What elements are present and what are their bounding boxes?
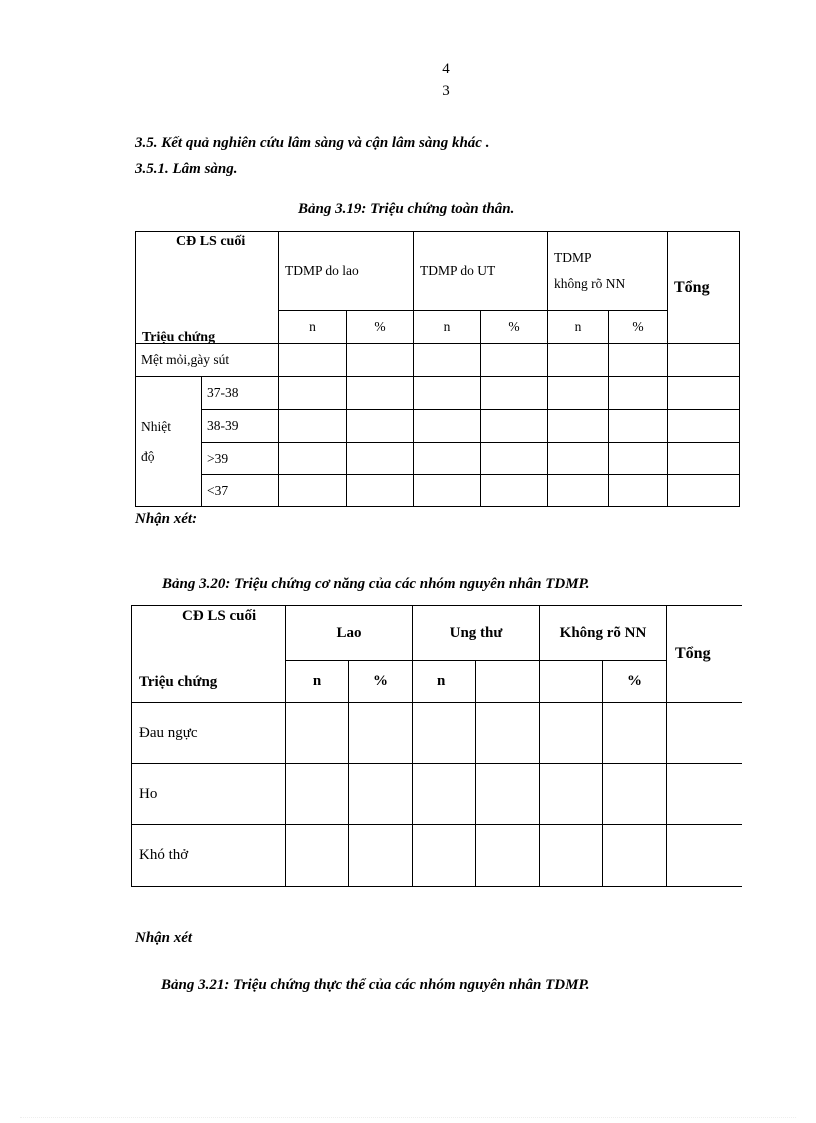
table-3-19 xyxy=(135,231,740,507)
row-label-chest-pain: Đau ngực xyxy=(132,703,286,764)
temperature-label-line2: độ xyxy=(141,448,155,464)
header-n: n xyxy=(548,310,609,343)
temp-range-37-38: 37-38 xyxy=(202,377,279,410)
row-label-cough: Ho xyxy=(132,764,286,825)
corner-header-cell xyxy=(136,232,279,344)
header-n: n xyxy=(286,661,349,703)
table-3-19-caption: Bảng 3.19: Triệu chứng toàn thân. xyxy=(298,201,515,217)
table-3-20 xyxy=(131,605,742,887)
header-pct: % xyxy=(347,310,414,343)
header-tdmp-ut: TDMP do UT xyxy=(414,232,548,311)
header-pct: % xyxy=(609,310,668,343)
header-tdmp-unknown-line2: không rõ NN xyxy=(554,275,626,291)
temperature-label-line1: Nhiệt xyxy=(141,418,171,434)
header-tdmp-unknown xyxy=(548,232,668,311)
header-pct: % xyxy=(349,661,413,703)
header-total: Tổng xyxy=(667,606,742,703)
remark-2: Nhận xét xyxy=(135,930,193,946)
table-3-20-caption: Bảng 3.20: Triệu chứng cơ năng của các nhóm nguyên nhân TDMP. xyxy=(162,576,590,592)
temp-range-over-39: >39 xyxy=(202,443,279,475)
header-ung-thu: Ung thư xyxy=(413,606,540,661)
page-number-line-2: 3 xyxy=(442,83,450,99)
row-label-dyspnea: Khó thở xyxy=(132,825,286,887)
header-n: n xyxy=(413,661,476,703)
header-pct: % xyxy=(603,661,667,703)
corner-header-bottom: Triệu chứng xyxy=(139,674,218,690)
corner-header-top: CĐ LS cuối xyxy=(182,608,257,624)
row-label-fatigue: Mệt mỏi,gày sút xyxy=(136,344,279,377)
corner-header-bottom: Triệu chứng xyxy=(142,330,216,343)
section-heading: 3.5. Kết quả nghiên cứu lâm sàng và cận lâm sàng khác . xyxy=(135,135,490,151)
table-3-21-caption: Bảng 3.21: Triệu chứng thực thể của các nhóm nguyên nhân TDMP. xyxy=(161,977,590,993)
header-total: Tổng xyxy=(668,232,740,344)
corner-header-top: CĐ LS cuối xyxy=(176,234,246,249)
temp-range-38-39: 38-39 xyxy=(202,410,279,443)
header-tdmp-lao: TDMP do lao xyxy=(279,232,414,311)
header-khong-ro-nn: Không rõ NN xyxy=(540,606,667,661)
header-tdmp-unknown-line1: TDMP xyxy=(554,249,592,265)
corner-header-cell xyxy=(132,606,286,703)
subsection-heading: 3.5.1. Lâm sàng. xyxy=(135,161,238,177)
temp-range-under-37: <37 xyxy=(202,475,279,507)
header-lao: Lao xyxy=(286,606,413,661)
header-n: n xyxy=(414,310,481,343)
page-number-line-1: 4 xyxy=(442,61,450,77)
page-bottom-rule xyxy=(20,1117,796,1118)
header-pct: % xyxy=(481,310,548,343)
header-n: n xyxy=(279,310,347,343)
row-label-temperature xyxy=(136,377,202,507)
remark-1: Nhận xét: xyxy=(135,511,198,527)
